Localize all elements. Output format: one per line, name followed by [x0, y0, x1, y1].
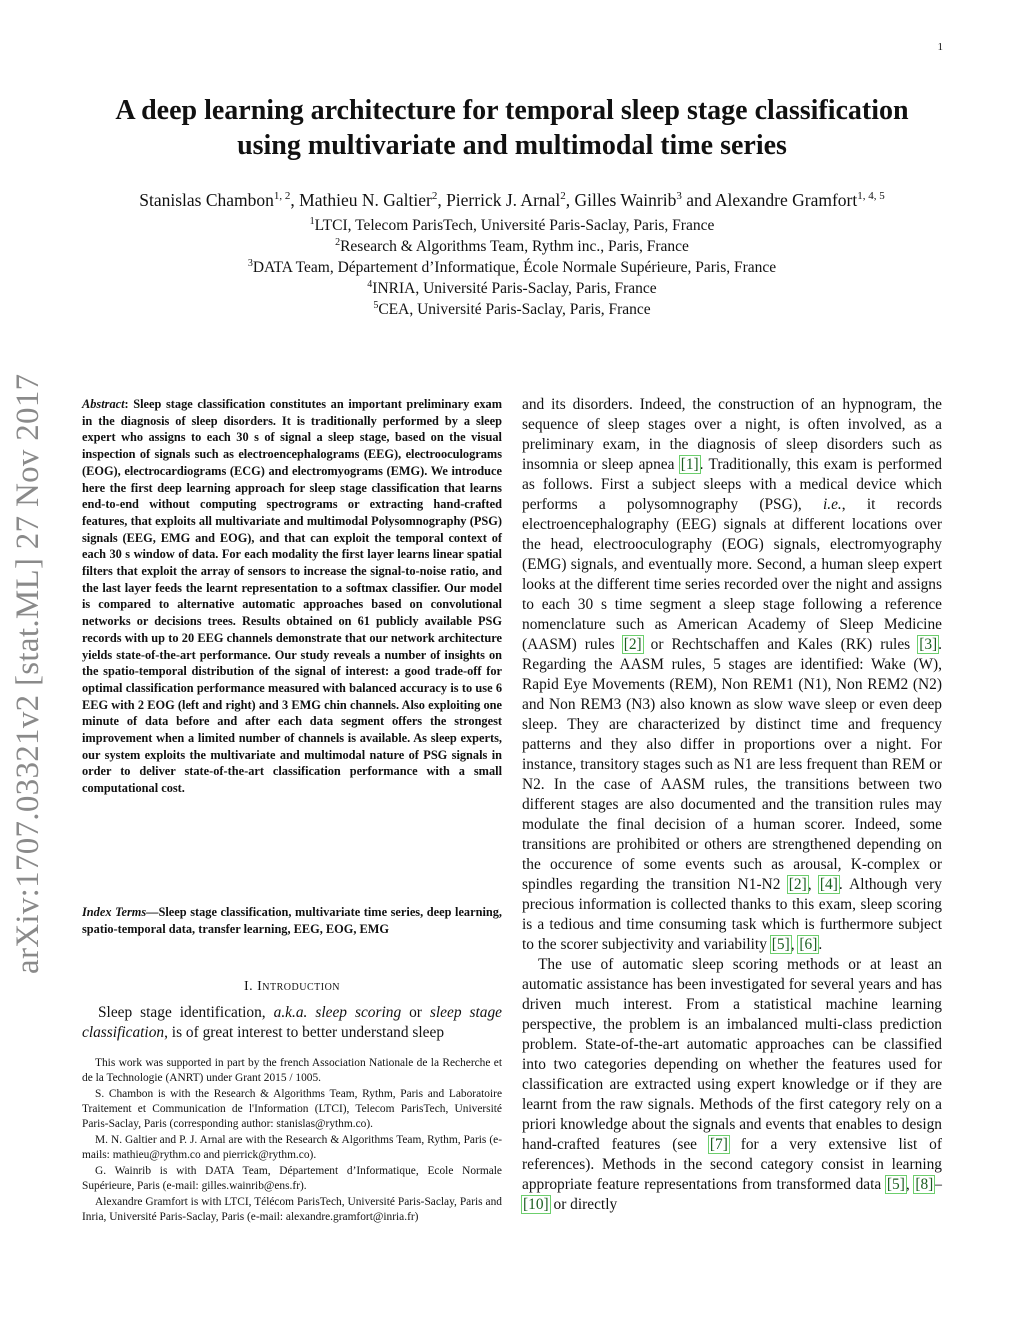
citation-link[interactable]: [10] [523, 1196, 549, 1213]
title-line-2: using multivariate and multimodal time series [237, 130, 787, 161]
section-title: Introduction [257, 979, 341, 994]
body-text: . Although very precious information is collected thanks to this exam, sleep scoring is a tedious and time consuming task which is furthermore subject to the scorer subjectivity and variability [522, 876, 943, 953]
footnote-galtier-arnal: M. N. Galtier and P. J. Arnal are with the Research & Algorithms Team, Rythm, Paris (e-mails: mathieu@rythm.co and pierrick@rythm.co). [82, 1134, 502, 1161]
abstract-label: Abstract [82, 397, 125, 411]
index-terms-text: —Sleep stage classification, multivariate time series, deep learning, spatio-temporal data, transfer learning, EEG, EOG, EMG [82, 905, 502, 936]
right-column [522, 395, 942, 1215]
citation-link[interactable]: [5] [771, 936, 790, 953]
body-text: – [934, 1176, 942, 1193]
intro-italic: a.k.a. sleep scoring [273, 1004, 402, 1021]
body-text: and its disorders. Indeed, the construction of an hypnogram, the sequence of sleep stages over a night, is often involved, as a preliminary exam, in the diagnosis of sleep disorders such as insomnia or sleep apnea [522, 396, 942, 473]
section-number: I. [243, 979, 258, 994]
body-text: . Traditionally, this exam is performed as follows. First a subject sleeps with a medical device which performs a polysomnography (PSG), [522, 456, 943, 513]
body-text: The use of automatic sleep scoring methods or at least an automatic assistance has been investigated for several years and has driven much interest. From a statistical machine learning perspective, the problem is an imbalanced multi-class prediction problem. State-of-the-art automatic approaches can be classified into two categories depending on whether the features used for classification are extracted using expert knowledge or if they are learnt from the raw signals. Methods of the first category rely on a priori knowledge about the signals and events that enables to design hand-crafted features (see [522, 956, 942, 1153]
body-italic: i.e. [822, 496, 842, 513]
affiliation-text: CEA, Université Paris-Saclay, Paris, France [378, 301, 651, 318]
body-text: , [807, 876, 819, 893]
author-sup: 1, 2 [273, 190, 291, 202]
affiliation-text: LTCI, Telecom ParisTech, Université Paris-Saclay, Paris, France [314, 217, 715, 234]
author-chambon: Stanislas Chambon [139, 190, 274, 210]
paragraph-2 [522, 955, 942, 1215]
paper-title [60, 93, 964, 163]
affiliation-text: DATA Team, Département d’Informatique, École Normale Supérieure, Paris, France [252, 259, 777, 276]
affiliation-text: INRIA, Université Paris-Saclay, Paris, France [372, 280, 657, 297]
body-text: for a very extensive list of references). Methods in the second category consist in learning appropriate feature representations from transformed data [522, 1136, 942, 1193]
affiliation-num: 4 [367, 279, 373, 290]
intro-text: Sleep stage identification, [98, 1004, 274, 1021]
affiliation-num: 5 [373, 300, 379, 311]
author-sup: 1, 4, 5 [857, 190, 885, 202]
affiliation-num: 1 [309, 216, 315, 227]
footnote-chambon: S. Chambon is with the Research & Algorithms Team, Rythm, Paris and Laboratoire Traitement et Communication de l'Information (LTCI), Telecom ParisTech, Université Paris-Saclay, Paris (corresponding author: stanislas@rythm.co). [82, 1088, 502, 1130]
citation-link[interactable]: [1] [680, 456, 699, 473]
paragraph-1 [522, 395, 942, 955]
footnote-wainrib: G. Wainrib is with DATA Team, Département d’Informatique, Ecole Normale Supérieure, Paris (e-mail: gilles.wainrib@ens.fr). [82, 1165, 502, 1192]
citation-link[interactable]: [8] [915, 1176, 934, 1193]
affiliation-5 [60, 295, 964, 320]
section-heading [82, 979, 502, 995]
affiliation-text: Research & Algorithms Team, Rythm inc., Paris, France [340, 238, 689, 255]
footnote-gramfort: Alexandre Gramfort is with LTCI, Télécom ParisTech, Université Paris-Saclay, Paris and Inria, Université Paris-Saclay, Paris (e-mail: alexandre.gramfort@inria.fr) [82, 1196, 502, 1223]
footnote-funding: This work was supported in part by the french Association Nationale de la Recherche et de la Technologie (ANRT) under Grant 2015 / 1005. [82, 1057, 502, 1084]
author-wainrib: , Gilles Wainrib [565, 190, 677, 210]
body-text: . [818, 936, 823, 953]
citation-link[interactable]: [7] [709, 1136, 728, 1153]
body-text: , [905, 1176, 915, 1193]
affiliation-num: 2 [335, 237, 341, 248]
affiliation-num: 3 [247, 258, 253, 269]
intro-text: , is of great interest to better understand sleep [164, 1024, 445, 1041]
index-terms-label: Index Terms [82, 905, 147, 919]
body-text: , it records electroencephalography (EEG) signals at different locations over the head, electrooculography (EOG) signals, electromyography (EMG) signals, and eventually more. Second, a human sleep expert looks at the different time series recorded over the night and assigns to each 30 s time segment a sleep stage following a reference nomenclature such as American Academy of Sleep Medicine (AASM) rules [522, 496, 942, 653]
author-sup: 3 [676, 190, 682, 202]
abstract-text: : Sleep stage classification constitutes an important preliminary exam in the diagnosis of sleep disorders. It is traditionally performed by a sleep expert who assigns to each 30 s of signal a sleep stage, based on the visual inspection of signals such as electroencephalograms (EEG), electrooculograms (EOG), electrocardiograms (ECG) and electromyograms (EMG). We introduce here the first deep learning approach for sleep stage classification that learns end-to-end without computing spectrograms or extracting hand-crafted features, that exploits all multivariate and multimodal Polysomnography (PSG) signals (EEG, EMG and EOG), and that can exploit the temporal context of each 30 s window of data. For each modality the first layer learns linear spatial filters that exploit the array of sensors to increase the signal-to-noise ratio, and the last layer feeds the learnt representation to a softmax classifier. Our model is compared to alternative automatic approaches based on convolutional networks or decisions trees. Results obtained on 61 publicly available PSG records with up to 20 EEG channels demonstrate that our network architecture yields state-of-the-art performance. Our study reveals a number of insights on the spatio-temporal distribution of the signal of interest: a good trade-off for optimal classification performance measured with balanced accuracy is to use 6 EEG with 2 EOG (left and right) and 3 EMG chin channels. Also exploiting one minute of data before and after each data segment offers the strongest improvement when a limited number of channels is available. As sleep experts, our system exploits the multivariate and multimodal nature of PSG signals in order to deliver state-of-the-art classification performance with a small computational cost. [82, 397, 502, 796]
author-sup: 2 [431, 190, 438, 202]
page-number: 1 [937, 41, 943, 53]
citation-link[interactable]: [3] [919, 636, 938, 653]
body-text: or directly [549, 1196, 618, 1213]
author-arnal: , Pierrick J. Arnal [437, 190, 561, 210]
body-text: or Rechtschaffen and Kales (RK) rules [642, 636, 919, 653]
intro-text: or [401, 1004, 430, 1021]
citation-link[interactable]: [2] [623, 636, 642, 653]
arxiv-stamp: arXiv:1707.03321v2 [stat.ML] 27 Nov 2017 [10, 373, 46, 974]
author-gramfort: and Alexandre Gramfort [681, 190, 858, 210]
title-line-1: A deep learning architecture for temporal sleep stage classification [115, 95, 909, 126]
footnotes [82, 1056, 502, 1226]
author-list [60, 186, 964, 211]
citation-link[interactable]: [4] [819, 876, 838, 893]
index-terms [82, 904, 502, 937]
body-text: . Regarding the AASM rules, 5 stages are identified: Wake (W), Rapid Eye Movements (REM), Non REM1 (N1), Non REM2 (N2) and Non REM3 (N3) also known as slow wave sleep or even deep sleep. They are characterized by distinct time and frequency patterns and they also differ in proportions over a night. For instance, transitory stages such as N1 are less frequent than REM or N2. In the case of AASM rules, the transitions between two different stages are also documented and the transition rules may modulate the final decision of a human scorer. Indeed, some transitions are prohibited or others are strengthened depending on the occurence of some events such as arousal, K-complex or spindles regarding the transition N1-N2 [522, 636, 942, 893]
citation-link[interactable]: [6] [799, 936, 818, 953]
author-galtier: , Mathieu N. Galtier [290, 190, 432, 210]
citation-link[interactable]: [2] [788, 876, 807, 893]
author-sup: 2 [560, 190, 566, 202]
body-text: , [790, 936, 799, 953]
intro-italic: sleep stage classification [82, 1004, 502, 1041]
intro-paragraph [82, 1003, 502, 1043]
citation-link[interactable]: [5] [886, 1176, 905, 1193]
abstract [82, 396, 502, 797]
